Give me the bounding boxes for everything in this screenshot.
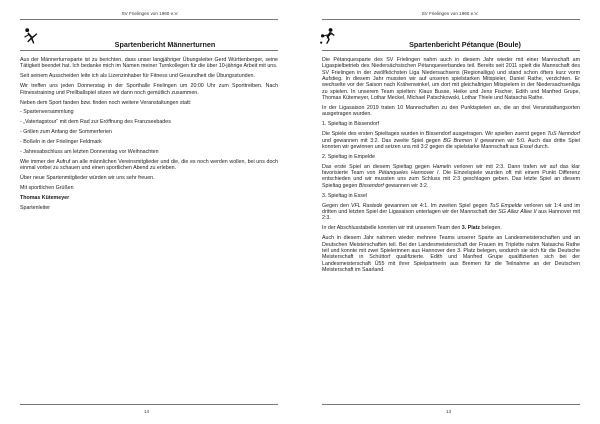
event-list (20, 109, 278, 155)
standing-text: In der Abschlusstabelle konnten wir mit unserem Team den (322, 225, 462, 232)
footer-rule (20, 404, 278, 405)
page-header: SV Frielingen von 1960 e.V. (421, 11, 479, 16)
team-name: SG Allez Allee II (498, 209, 537, 216)
team-name: TuS Empelde (489, 202, 522, 209)
matchday-heading: 3. Spieltag in Essel (322, 192, 368, 199)
signature-name: Thomas Kütemeyer (20, 195, 70, 202)
paragraph: Auch in diesem Jahr nahmen wieder mehrere Teams unserer Sparte an Landesmeisterschaften und an Deutschen Meisterschaften teil. Bei der Landesmeisterschaft der Frauen im Triplette nahm Natascha Rathe teil und konnte mit zwei Spielerinnen aus Hannover den 3. Platz belegen, wodurch sie sich für die Deutsche Meisterschaft in Schüttorf qualifizierte. Edith und Manfred Grupe qualifizierten sich bei der Landesmeisterschaft Ü55 mit ihrer Spielpartnerin aus Bremen für die Teilnahme an der Deutschen Meisterschaft im Saarland. (322, 235, 580, 273)
standing-highlight: 3. Platz (461, 225, 481, 232)
matchday (322, 121, 580, 150)
match-text: verloren wir 1:4 und im dritten und letzten Spiel der Ligasaison unterlagen wir der Mannschaft der (322, 202, 581, 216)
match-text: gewannen wir 4:1. Im zweiten Spiel gegen (382, 202, 490, 209)
final-standing (322, 225, 580, 231)
page-number: 13 (446, 409, 452, 414)
header-rule (20, 19, 278, 20)
signature-greeting: Mit sportlichen Grüßen (20, 185, 74, 192)
paragraph: Wir treffen uns jeden Donnerstag in der Sporthalle Frielingen um 20:00 Uhr zum Sporttreiben. Nach Fitnesstraining und Prellballspiel sitzen wir dann noch gemütlich zusammen. (20, 83, 278, 96)
team-name: Pétanqueles Hannover I (378, 170, 439, 177)
team-name: TuS Nenndorf (547, 131, 580, 138)
page-number: 14 (144, 409, 150, 414)
event-item: - Boßeln in der Frielinger Feldmark (20, 139, 102, 146)
signature (20, 185, 278, 211)
paragraph: In der Ligasaison 2019 traten 10 Mannschaften zu den Punktspielen an, die an drei Veranstaltungsorten ausgetragen wurden. (322, 105, 580, 118)
match-text: Gegen den (322, 202, 351, 209)
paragraph: Neben dem Sport fanden bzw. finden noch weitere Veranstaltungen statt: (20, 99, 192, 106)
paragraph: Über neue Spartenmitglieder würden wir uns sehr freuen. (20, 175, 155, 182)
page-title: Spartenbericht Pétanque (Boule) (409, 40, 521, 49)
page-header: SV Frielingen von 1960 e.V. (121, 11, 179, 16)
boule-player-icon (318, 27, 336, 45)
paragraph: Seit seinem Ausscheiden leite ich als Lizenzinhaber für Fitness und Gesundheit die Übungsstunden. (20, 73, 255, 80)
standing-text: belegen. (480, 225, 502, 232)
event-item: - Spartenversammlung (20, 109, 74, 116)
paragraph: Aus der Männerturnsparte ist zu berichten, dass unser langjähriger Übungsleiter Gerd Württenberger, seine Tätigkeit beendet hat. Ich bedanke mich im Namen meiner Turnkollegen für die über 10-jährige Arbeit mit uns. (20, 57, 278, 70)
match-text: und gewannen mit 3:2. Das zweite Spiel gegen (322, 137, 444, 144)
team-name: BG Bremen II (443, 137, 478, 144)
signature-role: Spartenleiter (20, 205, 51, 212)
matchday (322, 193, 580, 222)
team-name: Bissendorf (358, 182, 384, 189)
matchday (322, 154, 580, 189)
matchday-heading: 1. Spieltag in Bissendorf (322, 121, 380, 128)
team-name: Essel (519, 143, 533, 150)
paragraph: Die Pétanquesparte des SV Frielingen nahm auch in diesem Jahr wieder mit einer Mannschaft am Ligaspielbetrieb des Niedersächsischen Pétanqueverbandes teil. Bereits seit 2011 spielt die Mannschaft des SV Frielingen in der zwölfköchsten Liga Niedersachsens (Regionalliga) und stand schon öfters kurz vorm Aufstieg. In diesem Jahr mussten wir auf unseren spielstarken Mitspieler, Daniel Rathe, verzichten. Er wechselte vor der Saison nach Krähenwinkel, um dort mit gleichaltrigen Mitspielern in der Niedersachsenliga zu spielen. In unserem Team spielten: Klaus Busse, Heike und Jens Fischer, Edith und Manfred Grupe, Thomas Kütemeyer, Lothar Meckel, Michael Patschkowski, Lothar Thiele und Natascha Rathe. (322, 57, 580, 102)
title-rule (20, 50, 278, 51)
match-text: aus Hannover mit 2:3. (322, 209, 580, 222)
article-body (20, 57, 278, 215)
event-item: - Jahresabschluss am letzten Donnerstag vor Weihnachten (20, 149, 159, 156)
matchday-text (322, 131, 580, 150)
matchday-text (322, 164, 580, 189)
team-name: Hameln (432, 163, 451, 170)
match-text: Das erste Spiel an diesem Spieltag gegen (322, 163, 433, 170)
title-rule (322, 50, 580, 51)
match-text: Die Spiele des ersten Spieltages wurden in Bissendorf ausgetragen. Wir spielten zuerst gegen (322, 131, 548, 138)
gymnast-icon (22, 27, 40, 45)
article-body (322, 57, 580, 277)
footer-rule (322, 404, 580, 405)
match-text: verloren wir mit 2:3. Dann trafen wir auf das klar favorisierte Team von (322, 163, 580, 177)
matchday-text (322, 203, 580, 222)
match-text: gewannen wir 3:2. (383, 182, 429, 189)
page-title: Spartenbericht Männerturnen (114, 40, 216, 49)
header-rule (322, 19, 580, 20)
match-text: . Die Einzelspiele wurden oft mit einem Punkt Differenz entschieden und wir mussten uns zum Schluss mit 2:3 geschlagen geben. Das letzte Spiel an diesem Spieltag gegen (322, 170, 580, 189)
right-page (300, 0, 600, 424)
paragraph: Wie immer der Aufruf an alle männlichen Vereinsmitglieder und die, die es noch werden wollen, bei uns doch einmal vorbei zu schauen und einen sportlichen Abend zu erleben. (20, 159, 278, 172)
team-name: VFL Rastede (350, 202, 383, 209)
match-text: durch. (532, 143, 550, 150)
matchday-heading: 2. Spieltag in Empelde (322, 153, 376, 160)
match-text: gewannen wir 5:0. Auch das dritte Spiel konnten wir gewinnen und setzen uns mit 3:2 gegen die spielstarke Mannschaft aus (322, 137, 580, 150)
event-item: - „Vatertagstour“ mit dem Rad zur Eröffnung des Franzseebades (20, 119, 171, 126)
event-item: - Grillen zum Anfang der Sommerferien (20, 129, 112, 136)
